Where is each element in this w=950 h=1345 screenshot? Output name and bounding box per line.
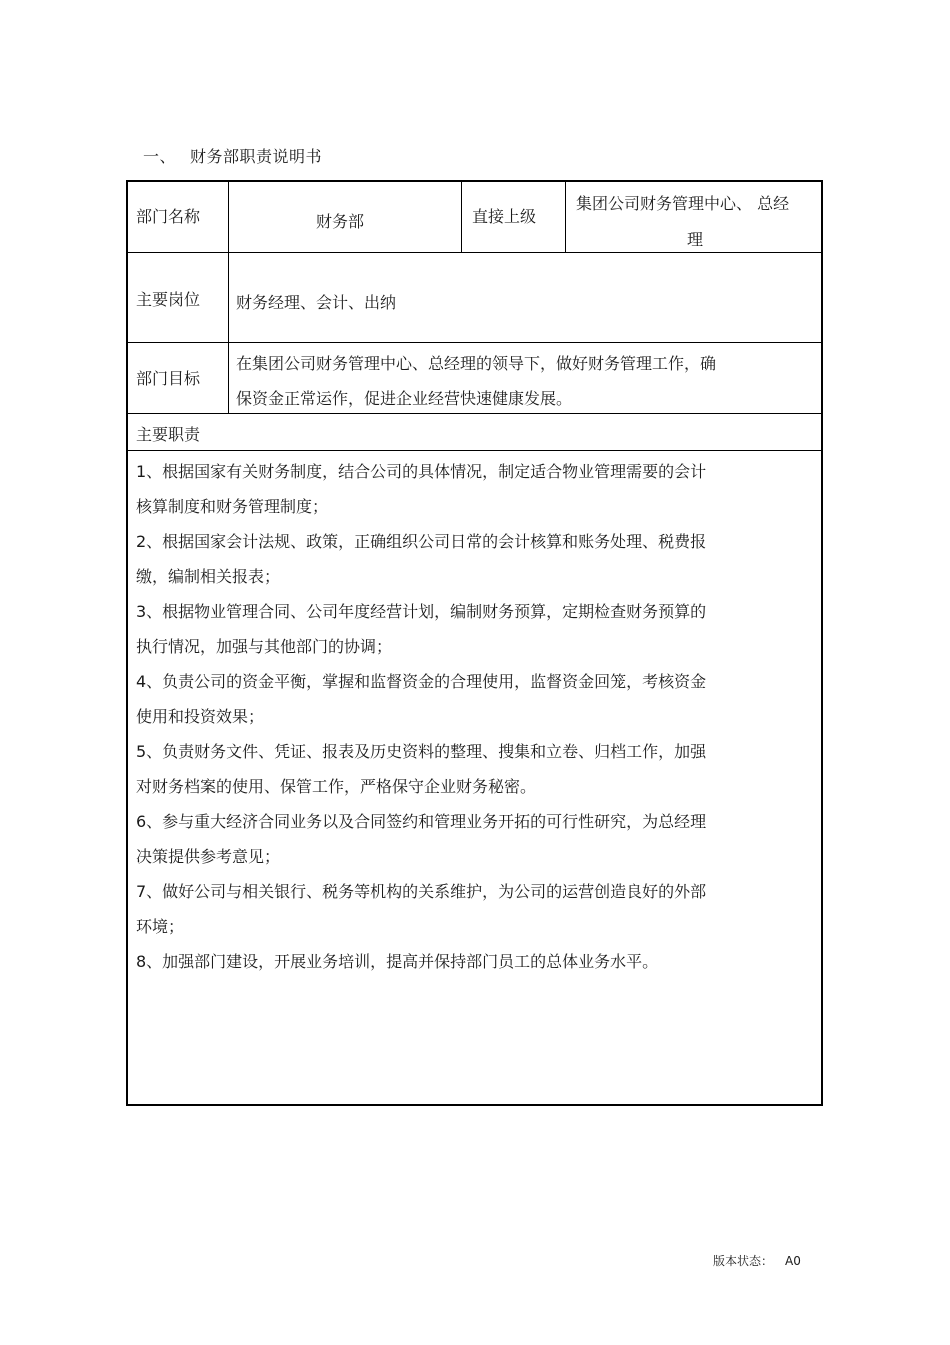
duty-line: 对财务档案的使用、保管工作，严格保守企业财务秘密。	[136, 777, 537, 796]
duty-line: 2、根据国家会计法规、政策，正确组织公司日常的会计核算和账务处理、税费报	[136, 532, 707, 551]
row-divider	[128, 450, 821, 451]
duty-line: 执行情况，加强与其他部门的协调；	[136, 637, 393, 656]
duty-line: 5、负责财务文件、凭证、报表及历史资料的整理、搜集和立卷、归档工作，加强	[136, 742, 707, 761]
row-divider	[128, 413, 821, 414]
duty-line: 决策提供参考意见；	[136, 847, 281, 866]
goal-line: 在集团公司财务管理中心、总经理的领导下，做好财务管理工作，确	[236, 354, 717, 373]
duty-line: 6、参与重大经济合同业务以及合同签约和管理业务开拓的可行性研究，为总经理	[136, 812, 707, 831]
duty-line: 3、根据物业管理合同、公司年度经营计划，编制财务预算，定期检查财务预算的	[136, 602, 707, 621]
duties-list	[136, 454, 786, 979]
duty-line: 7、做好公司与相关银行、税务等机构的关系维护，为公司的运营创造良好的外部	[136, 882, 707, 901]
column-divider	[565, 182, 566, 252]
duty-line: 使用和投资效果；	[136, 707, 265, 726]
superior-label: 直接上级	[472, 207, 537, 226]
goal-line: 保资金正常运作，促进企业经营快速健康发展。	[236, 389, 573, 408]
duty-line: 缴，编制相关报表；	[136, 567, 281, 586]
duty-line: 核算制度和财务管理制度；	[136, 497, 329, 516]
section-heading	[143, 144, 322, 167]
duty-line: 1、根据国家有关财务制度，结合公司的具体情况，制定适合物业管理需要的会计	[136, 462, 707, 481]
duty-line: 8、加强部门建设，开展业务培训，提高并保持部门员工的总体业务水平。	[136, 952, 659, 971]
column-divider	[461, 182, 462, 252]
dept-name-label: 部门名称	[136, 207, 201, 226]
version-value: A0	[785, 1254, 801, 1268]
row-divider	[128, 342, 821, 343]
superior-value-line2: 理	[687, 230, 704, 249]
column-divider	[228, 182, 229, 413]
version-label: 版本状态：	[713, 1254, 774, 1268]
positions-label: 主要岗位	[136, 290, 201, 309]
duty-line: 环境；	[136, 917, 185, 936]
positions-value: 财务经理、会计、出纳	[236, 293, 397, 312]
version-status	[713, 1252, 801, 1269]
section-number: 一、	[143, 147, 177, 166]
duties-label: 主要职责	[136, 425, 201, 444]
duty-line: 4、负责公司的资金平衡，掌握和监督资金的合理使用，监督资金回笼，考核资金	[136, 672, 707, 691]
superior-value-line1: 集团公司财务管理中心、 总经	[576, 194, 790, 213]
goal-label: 部门目标	[136, 369, 201, 388]
dept-name-value: 财务部	[316, 212, 365, 231]
responsibility-table	[126, 180, 823, 1106]
section-title: 财务部职责说明书	[190, 147, 323, 166]
row-divider	[128, 252, 821, 253]
